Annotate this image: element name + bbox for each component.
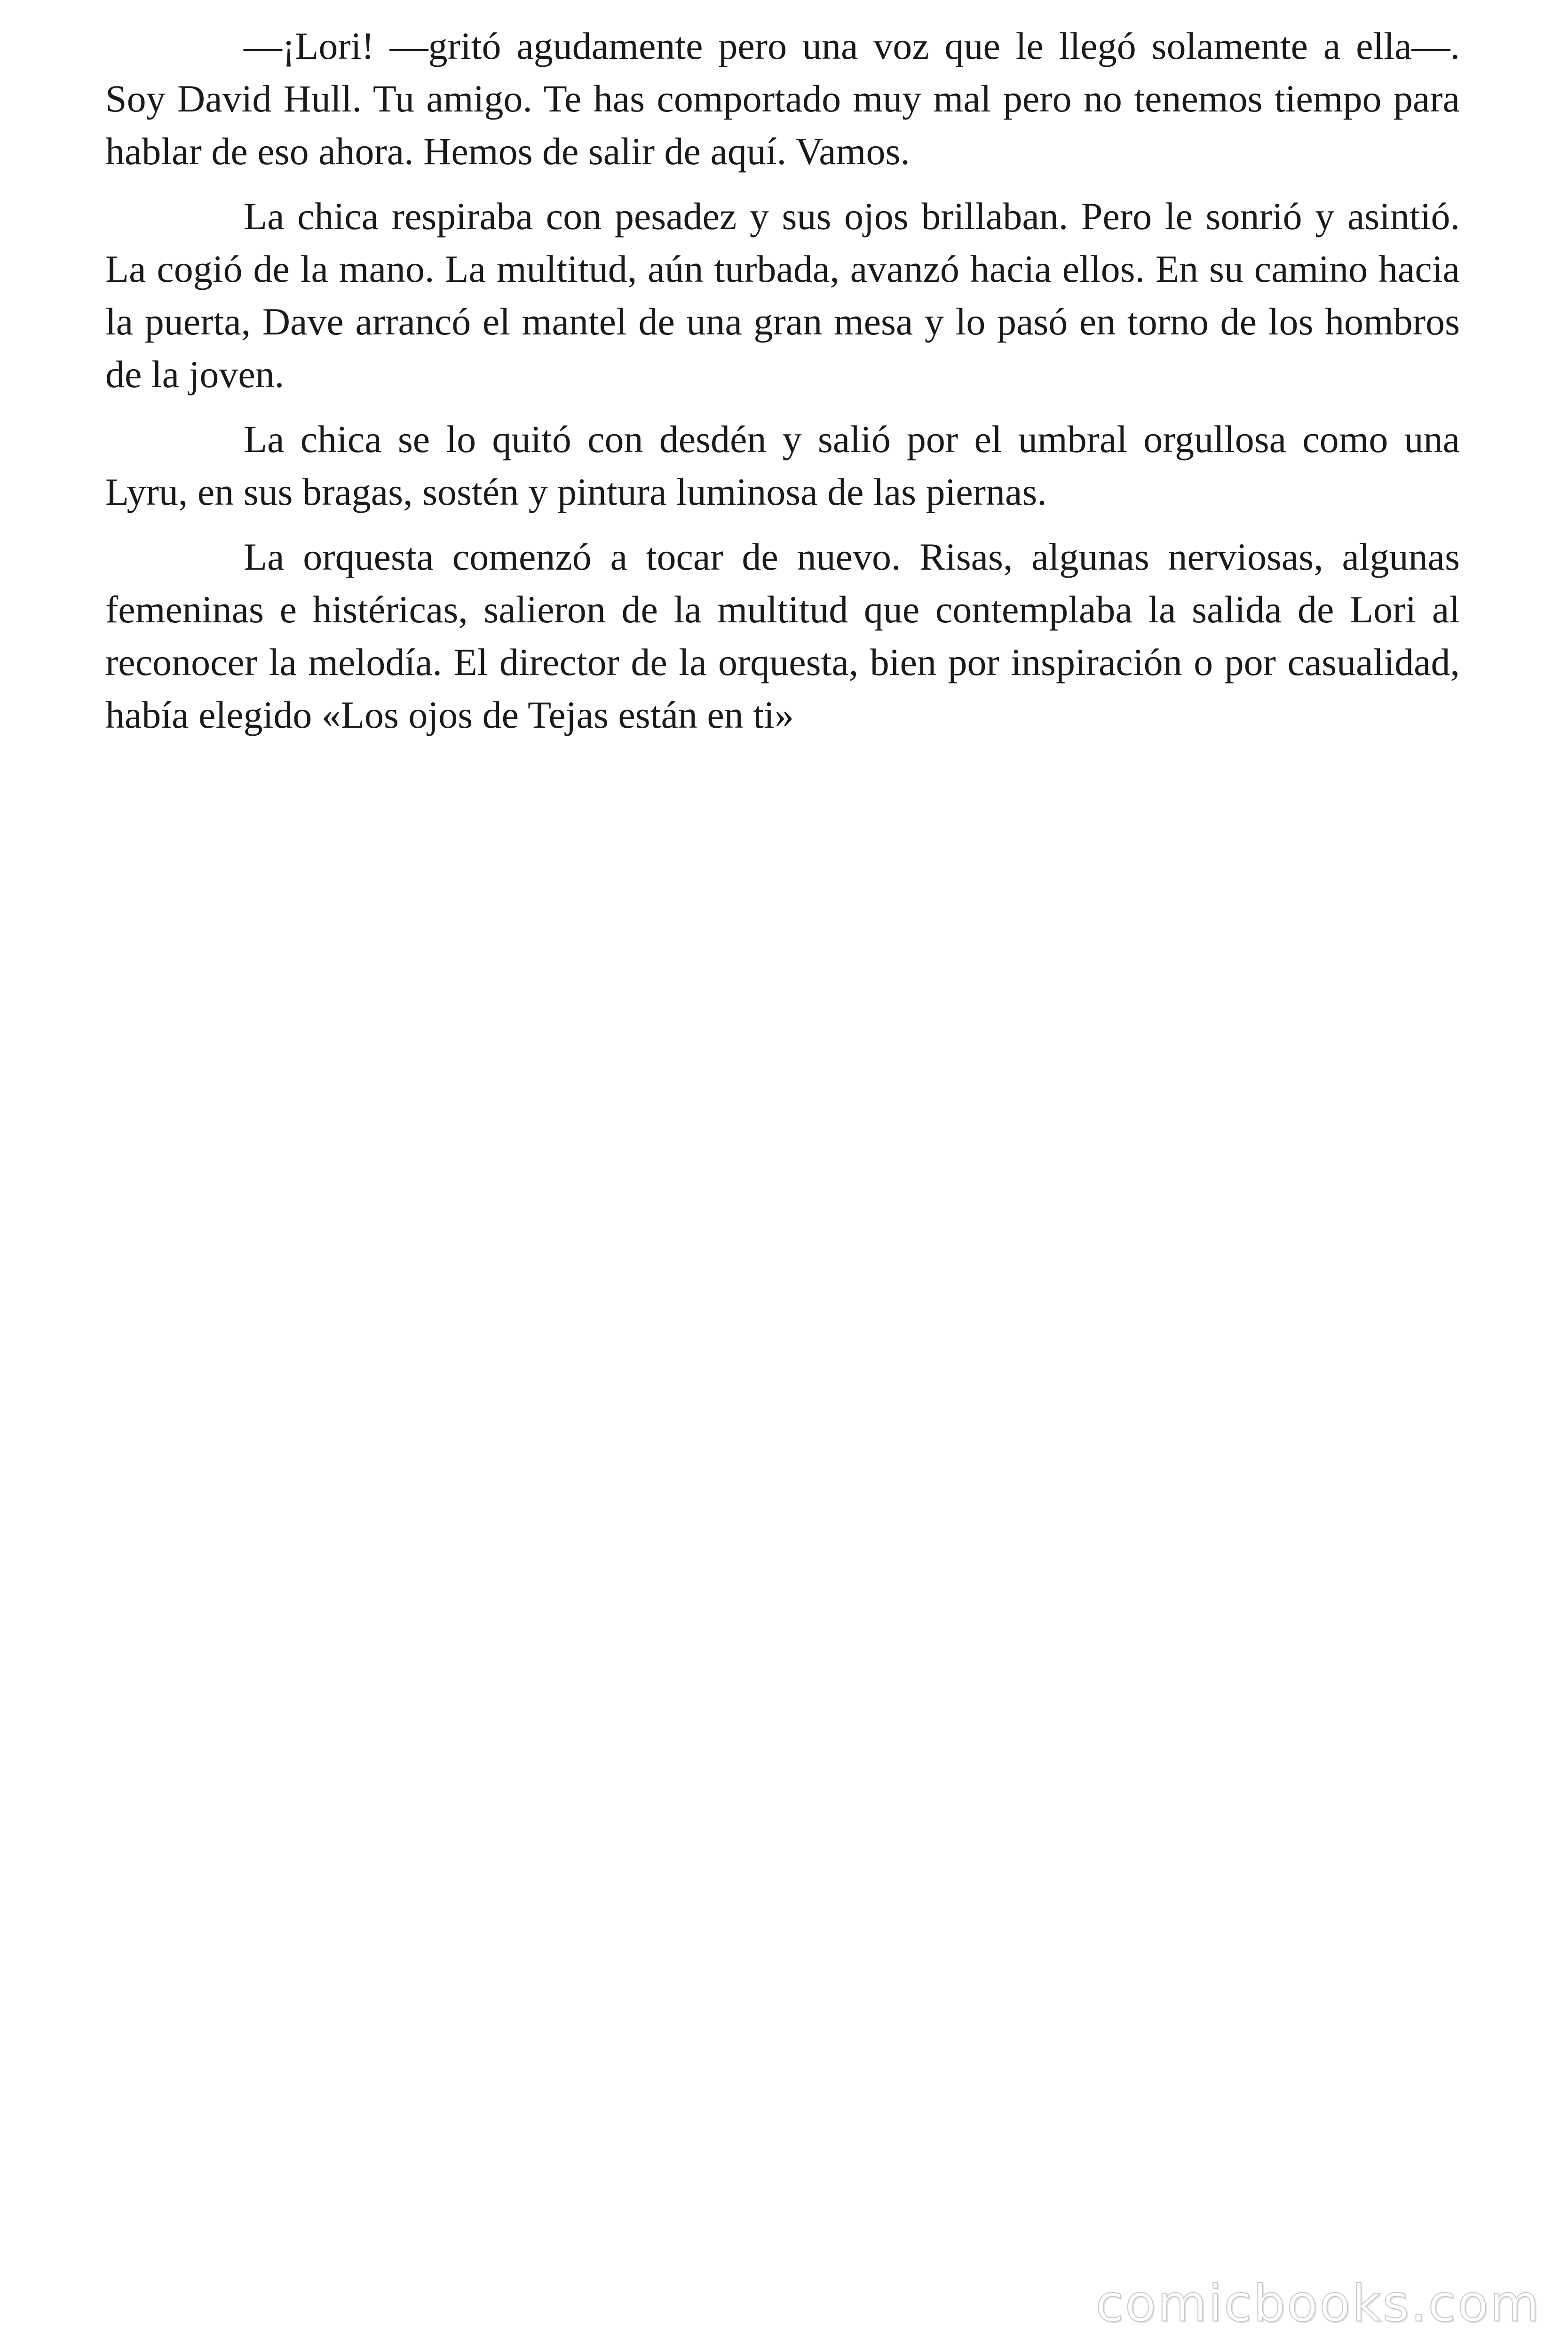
watermark-logo: comicbooks.com xyxy=(1095,2274,1541,2333)
paragraph-2: La chica respiraba con pesadez y sus ojos brillaban. Pero le sonrió y asintió. La cogió de la mano. La multitud, aún turbada, avanzó hacia ellos. En su camino hacia la puerta, Dave arrancó el mantel de una gran mesa y lo pasó en torno de los hombros de la joven. xyxy=(105,195,1460,396)
paragraph-4: La orquesta comenzó a tocar de nuevo. Risas, algunas nerviosas, algunas femeninas e histéricas, salieron de la multitud que contemplaba la salida de Lori al reconocer la melodía. El director de la orquesta, bien por inspiración o por casualidad, había elegido «Los ojos de Tejas están en ti» xyxy=(105,535,1460,736)
paragraph-3: La chica se lo quitó con desdén y salió por el umbral orgullosa como una Lyru, en sus bragas, sostén y pintura luminosa de las piernas. xyxy=(105,418,1460,513)
page-text xyxy=(105,20,1460,754)
paragraph-1: —¡Lori! —gritó agudamente pero una voz que le llegó solamente a ella—. Soy David Hull. Tu amigo. Te has comportado muy mal pero no tenemos tiempo para hablar de eso ahora. Hemos de salir de aquí. Vamos. xyxy=(105,24,1460,173)
